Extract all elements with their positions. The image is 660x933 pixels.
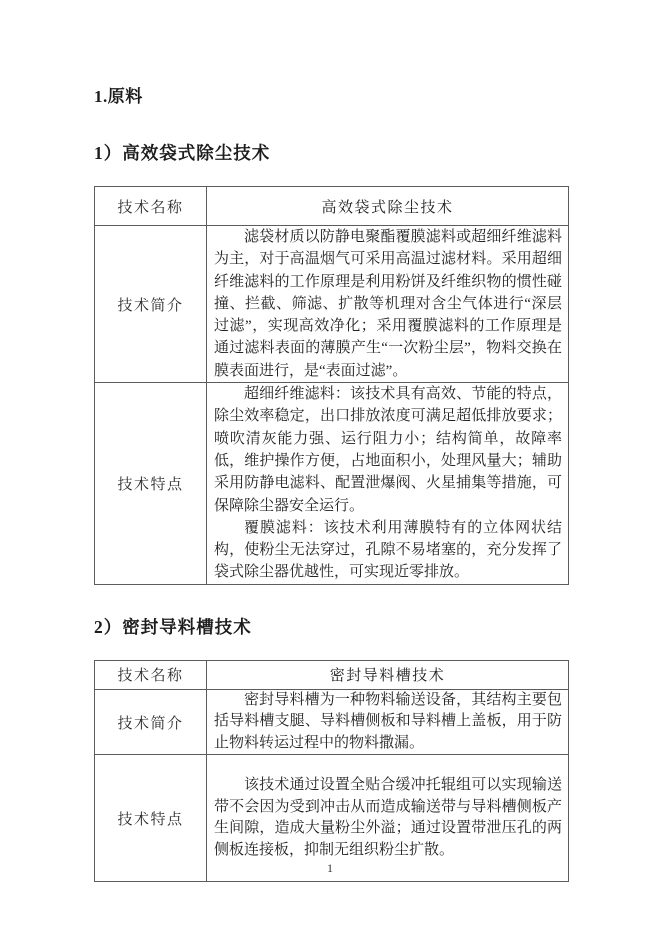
subsection-heading-1: 1）高效袋式除尘技术 bbox=[94, 143, 271, 163]
tech-name-value: 高效袋式除尘技术 bbox=[207, 187, 569, 226]
section-heading: 1.原料 bbox=[94, 87, 143, 106]
tech-features-label: 技术特点 bbox=[95, 383, 207, 585]
paragraph: 超细纤维滤料：该技术具有高效、节能的特点，除尘效率稳定，出口排放浓度可满足超低排放要求；喷吹清灰能力强、运行阻力小；结构简单，故障率低，维护操作方便，占地面积小，处理风量大；辅助采用防静电滤料、配置泄爆阀、火星捕集等措施，可保障除尘器安全运行。 bbox=[214, 386, 562, 514]
tech-intro-label: 技术简介 bbox=[95, 689, 207, 755]
tech-name-value: 密封导料槽技术 bbox=[207, 660, 569, 689]
tech-table-sealed-chute bbox=[94, 660, 569, 883]
page-number: 1 bbox=[327, 861, 333, 875]
tech-table-baghouse bbox=[94, 186, 569, 585]
table-row bbox=[95, 383, 569, 585]
tech-name-label: 技术名称 bbox=[95, 660, 207, 689]
tech-name-label: 技术名称 bbox=[95, 187, 207, 226]
table-row bbox=[95, 689, 569, 755]
subsection-heading-2: 2）密封导料槽技术 bbox=[94, 616, 252, 637]
paragraph: 覆膜滤料：该技术利用薄膜特有的立体网状结构，使粉尘无法穿过，孔隙不易堵塞的，充分发挥了袋式除尘器优越性，可实现近零排放。 bbox=[214, 519, 562, 581]
table-row bbox=[95, 226, 569, 383]
table-row bbox=[95, 187, 569, 226]
tech-intro-text bbox=[207, 226, 569, 383]
tech-features-text bbox=[207, 383, 569, 585]
tech-intro-label: 技术简介 bbox=[95, 226, 207, 383]
tech-intro-text bbox=[207, 689, 569, 755]
paragraph: 密封导料槽为一种物料输送设备，其结构主要包括导料槽支腿、导料槽侧板和导料槽上盖板，用于防止物料转运过程中的物料撒漏。 bbox=[214, 691, 562, 751]
paragraph: 该技术通过设置全贴合缓冲托辊组可以实现输送带不会因为受到冲击从而造成输送带与导料槽侧板产生间隙，造成大量粉尘外溢；通过设置带泄压孔的两侧板连接板，抑制无组织粉尘扩散。 bbox=[214, 777, 562, 858]
tech-features-label: 技术特点 bbox=[95, 755, 207, 882]
table-row bbox=[95, 660, 569, 689]
paragraph: 滤袋材质以防静电聚酯覆膜滤料或超细纤维滤料为主，对于高温烟气可采用高温过滤材料。采用超细纤维滤料的工作原理是利用粉饼及纤维织物的惯性碰撞、拦截、筛滤、扩散等机理对含尘气体进行“深层过滤”，实现高效净化；采用覆膜滤料的工作原理是通过滤料表面的薄膜产生“一次粉尘层”，物料交换在膜表面进行，是“表面过滤”。 bbox=[214, 229, 562, 379]
